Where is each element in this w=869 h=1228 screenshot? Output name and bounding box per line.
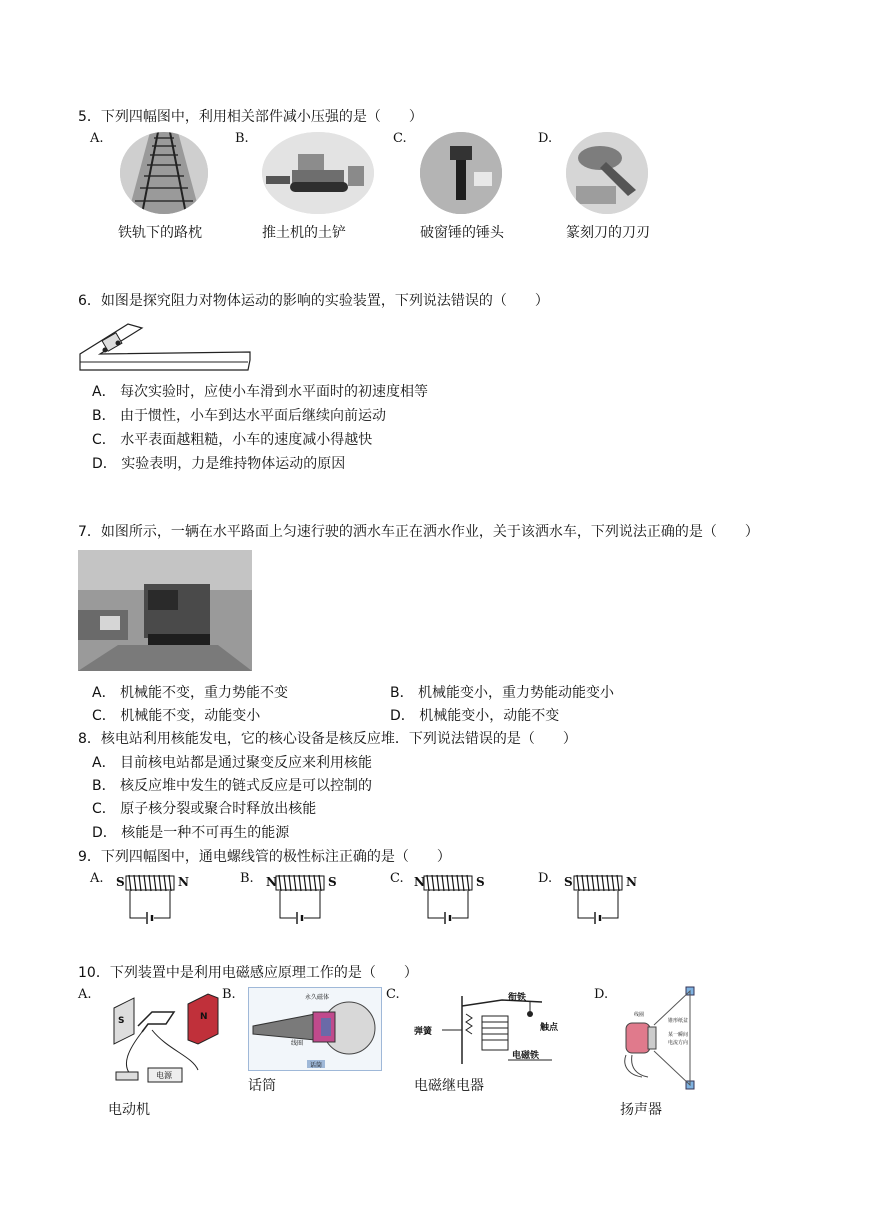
q5-stem: 5．下列四幅图中，利用相关部件减小压强的是（ ） bbox=[78, 109, 423, 125]
speaker-coil-label: 线圈 bbox=[634, 1012, 645, 1018]
q5-option-a-letter: A. bbox=[90, 131, 104, 146]
q6-option-d: D． 实验表明，力是维持物体运动的原因 bbox=[92, 456, 346, 472]
q6-stem: 6．如图是探究阻力对物体运动的影响的实验装置，下列说法错误的（ ） bbox=[78, 293, 549, 309]
q10-option-a-letter: A. bbox=[78, 987, 92, 1002]
microphone-tag-label: 话筒 bbox=[310, 1062, 323, 1069]
q6-option-b: B． 由于惯性，小车到达水平面后继续向前运动 bbox=[92, 408, 387, 424]
q10-option-b-letter: B. bbox=[222, 987, 236, 1002]
solenoid-a-right-pole: N bbox=[178, 875, 189, 889]
motor-power-label: 电源 bbox=[156, 1071, 172, 1080]
q10-option-a-caption: 电动机 bbox=[108, 1102, 150, 1118]
q7-option-c: C． 机械能不变，动能变小 bbox=[92, 708, 261, 724]
speaker-instant-label: 某一瞬间 bbox=[668, 1032, 689, 1038]
q9-option-c-letter: C. bbox=[390, 871, 404, 886]
railway-sleeper-image bbox=[120, 132, 208, 214]
q8-option-c: C． 原子核分裂或聚合时释放出核能 bbox=[92, 801, 317, 817]
motor-figure bbox=[108, 990, 224, 1086]
q7-option-b: B． 机械能变小，重力势能动能变小 bbox=[390, 685, 615, 701]
solenoid-b-right-pole: S bbox=[328, 875, 337, 889]
q9-option-b-letter: B. bbox=[240, 871, 254, 886]
solenoid-figure-a bbox=[116, 874, 188, 928]
q9-option-d-letter: D. bbox=[538, 871, 553, 886]
sprinkler-truck-image bbox=[78, 550, 252, 671]
speaker-cone-label: 锥形纸盆 bbox=[668, 1018, 689, 1024]
q10-option-c-letter: C. bbox=[386, 987, 400, 1002]
q8-option-d: D． 核能是一种不可再生的能源 bbox=[92, 825, 290, 841]
solenoid-figure-b bbox=[266, 874, 338, 928]
q8-stem: 8．核电站利用核能发电，它的核心设备是核反应堆．下列说法错误的是（ ） bbox=[78, 731, 577, 747]
q5-option-b-letter: B. bbox=[235, 131, 249, 146]
motor-magnet-n: N bbox=[200, 1012, 208, 1022]
solenoid-a-left-pole: S bbox=[116, 875, 125, 889]
microphone-figure bbox=[248, 987, 382, 1071]
ramp-experiment-figure bbox=[78, 318, 254, 374]
microphone-coil-label: 线圈 bbox=[291, 1040, 304, 1047]
relay-armature-label: 衔铁 bbox=[508, 993, 527, 1003]
bulldozer-image bbox=[262, 132, 374, 214]
q7-stem: 7．如图所示，一辆在水平路面上匀速行驶的洒水车正在洒水作业，关于该洒水车，下列说法正确的是（ ） bbox=[78, 524, 759, 540]
q5-option-c-caption: 破窗锤的锤头 bbox=[420, 225, 504, 241]
q9-option-a-letter: A. bbox=[90, 871, 104, 886]
solenoid-b-left-pole: N bbox=[266, 875, 277, 889]
relay-contact-label: 触点 bbox=[540, 1023, 559, 1033]
microphone-magnet-label: 永久磁体 bbox=[305, 994, 330, 1001]
q6-option-a: A． 每次实验时，应使小车滑到水平面时的初速度相等 bbox=[92, 384, 429, 400]
q5-option-b-caption: 推土机的土铲 bbox=[262, 225, 346, 241]
carving-knife-image bbox=[566, 132, 648, 214]
q10-option-b-caption: 话筒 bbox=[248, 1078, 276, 1094]
q7-option-a: A． 机械能不变，重力势能不变 bbox=[92, 685, 289, 701]
relay-electromagnet-label: 电磁铁 bbox=[512, 1051, 540, 1061]
loudspeaker-figure bbox=[618, 985, 722, 1091]
motor-magnet-s: S bbox=[118, 1016, 125, 1026]
window-breaker-hammer-image bbox=[420, 132, 502, 214]
q10-option-d-caption: 扬声器 bbox=[620, 1102, 662, 1118]
relay-figure bbox=[412, 990, 572, 1070]
solenoid-figure-d bbox=[564, 874, 636, 928]
solenoid-figure-c bbox=[414, 874, 486, 928]
q9-stem: 9．下列四幅图中，通电螺线管的极性标注正确的是（ ） bbox=[78, 849, 451, 865]
q6-option-c: C． 水平表面越粗糙，小车的速度减小得越快 bbox=[92, 432, 373, 448]
q8-option-a: A． 目前核电站都是通过聚变反应来利用核能 bbox=[92, 755, 373, 771]
q5-option-d-letter: D. bbox=[538, 131, 553, 146]
solenoid-c-right-pole: S bbox=[476, 875, 485, 889]
q7-option-d: D． 机械能变小，动能不变 bbox=[390, 708, 560, 724]
q5-option-a-caption: 铁轨下的路枕 bbox=[118, 225, 202, 241]
solenoid-d-left-pole: S bbox=[564, 875, 573, 889]
q5-option-c-letter: C. bbox=[393, 131, 407, 146]
solenoid-c-left-pole: N bbox=[414, 875, 425, 889]
speaker-current-label: 电流方向 bbox=[668, 1040, 689, 1046]
q10-option-c-caption: 电磁继电器 bbox=[414, 1078, 484, 1094]
q8-option-b: B． 核反应堆中发生的链式反应是可以控制的 bbox=[92, 778, 373, 794]
solenoid-d-right-pole: N bbox=[626, 875, 637, 889]
q5-option-d-caption: 篆刻刀的刀刃 bbox=[566, 225, 650, 241]
q10-stem: 10．下列装置中是利用电磁感应原理工作的是（ ） bbox=[78, 965, 418, 981]
q10-option-d-letter: D. bbox=[594, 987, 609, 1002]
relay-spring-label: 弹簧 bbox=[414, 1027, 433, 1037]
